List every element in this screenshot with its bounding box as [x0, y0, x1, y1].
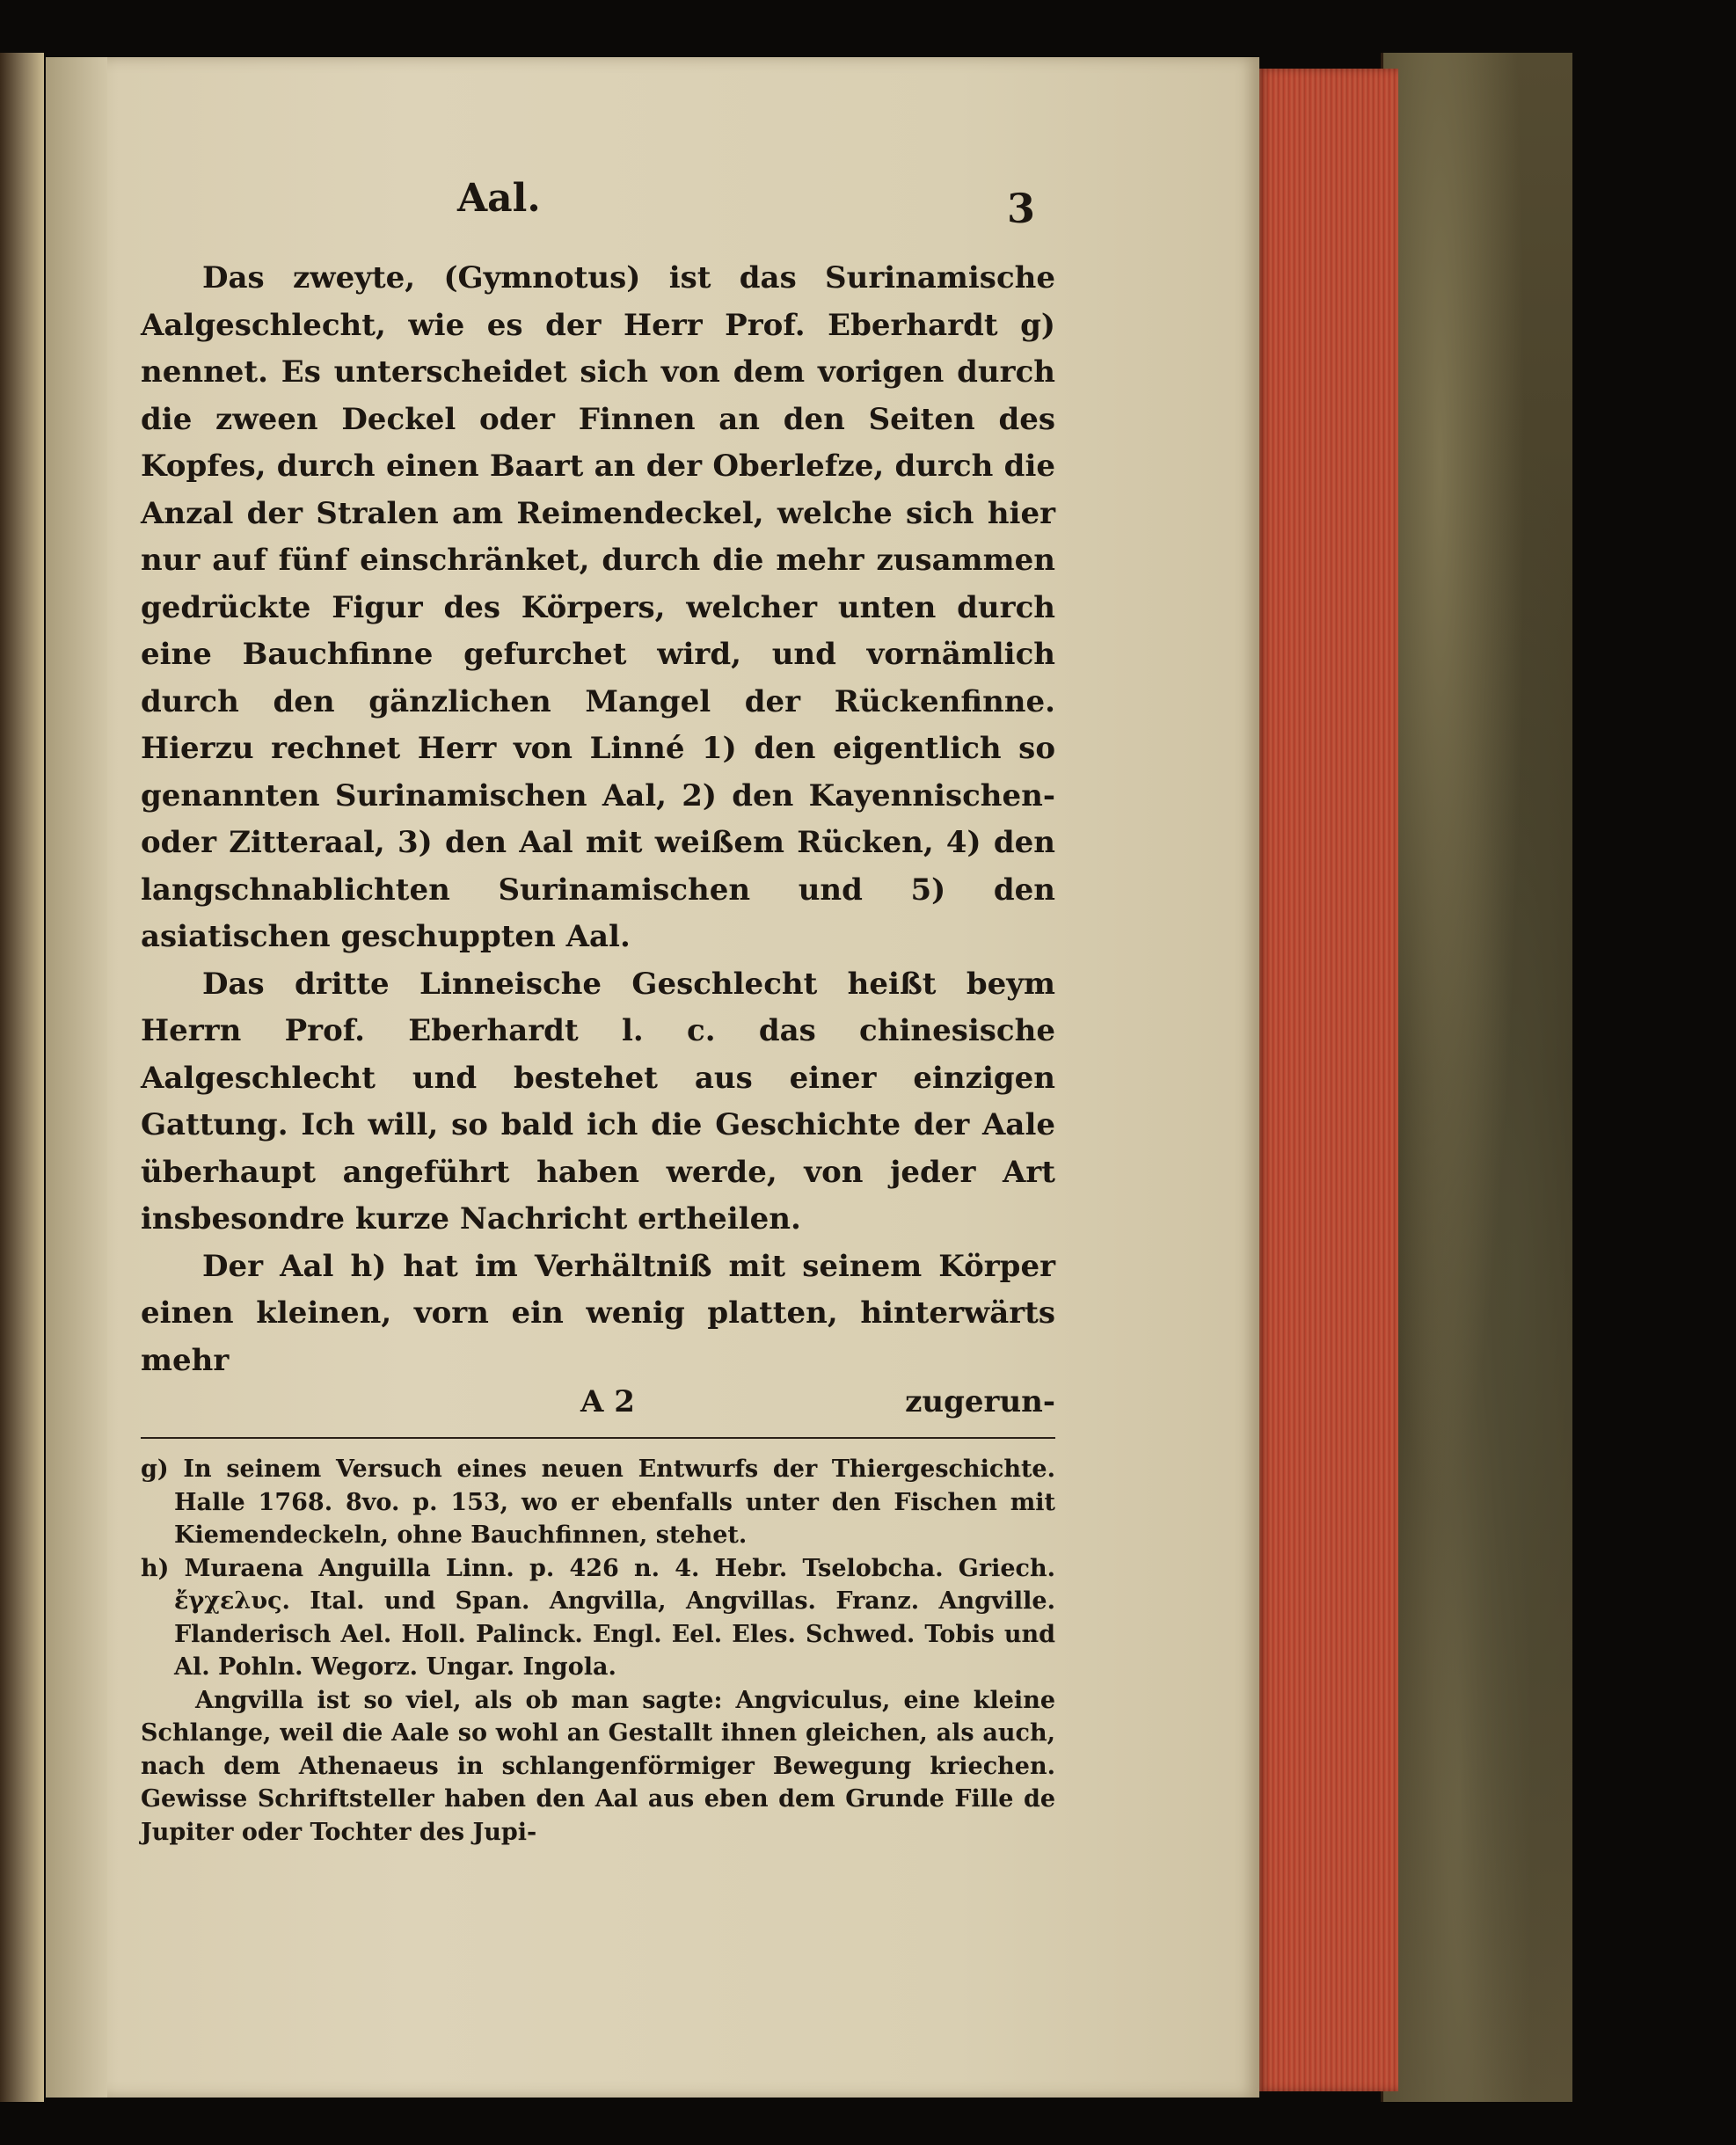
signature-line: [141, 1384, 1055, 1432]
footnote: h) Muraena Anguilla Linn. p. 426 n. 4. Hebr. Tselobcha. Griech. ἔγχελυς. Ital. und Span. Angvilla, Angvillas. Franz. Angville. Flanderisch Ael. Holl. Palinck. Engl. Eel. Eles. Schwed. Tobis und Al. Pohln. Wegorz. Ungar. Ingola.: [141, 1554, 1055, 1681]
footnotes: [141, 1453, 1055, 1849]
page-number: 3: [1007, 185, 1036, 232]
body-text: [141, 255, 1055, 1384]
page-text-area: [141, 176, 1055, 1849]
footnote-rule: [141, 1437, 1055, 1439]
page-edges: [1258, 69, 1398, 2091]
paragraph: Das zweyte, (Gymnotus) ist das Surinamische Aalgeschlecht, wie es der Herr Prof. Eberhardt g) nennet. Es unterscheidet sich von dem vorigen durch die zween Deckel oder Finnen an den Seiten des Kopfes, durch einen Baart an der Oberlefze, durch die Anzal der Stralen am Reimendeckel, welche sich hier nur auf fünf einschränket, durch die mehr zusammen gedrückte Figur des Körpers, welcher unten durch eine Bauchfinne gefurchet wird, und vornämlich durch den gänzlichen Mangel der Rückenfinne. Hierzu rechnet Herr von Linné 1) den eigentlich so genannten Surinamischen Aal, 2) den Kayennischen- oder Zitteraal, 3) den Aal mit weißem Rücken, 4) den langschnablichten Surinamischen und 5) den asiatischen geschuppten Aal.: [141, 260, 1055, 954]
paragraph: Der Aal h) hat im Verhältniß mit seinem Körper einen kleinen, vorn ein wenig platten, hinterwärts mehr: [141, 1248, 1055, 1378]
footnote: g) In seinem Versuch eines neuen Entwurfs der Thiergeschichte. Halle 1768. 8vo. p. 153, wo er ebenfalls unter den Fischen mit Kiemendeckeln, ohne Bauchfinnen, stehet.: [141, 1456, 1055, 1549]
book-cover-right: [1381, 53, 1572, 2102]
running-head: Aal.: [457, 176, 541, 221]
catchword: zugerun-: [905, 1384, 1055, 1419]
signature-mark: A 2: [580, 1384, 635, 1419]
book-edge-left: [0, 53, 44, 2102]
paragraph: Das dritte Linneische Geschlecht heißt beym Herrn Prof. Eberhardt l. c. das chinesische Aalgeschlecht und bestehet aus einer einzigen Gattung. Ich will, so bald ich die Geschichte der Aale überhaupt angeführt haben werde, von jeder Art insbesondre kurze Nachricht ertheilen.: [141, 966, 1055, 1237]
page-header: [141, 176, 1055, 255]
previous-page-edge: [46, 57, 107, 2098]
footnote: Angvilla ist so viel, als ob man sagte: Angviculus, eine kleine Schlange, weil die Aale so wohl an Gestallt ihnen gleichen, als auch, nach dem Athenaeus in schlangenförmiger Bewegung kriechen. Gewisse Schriftsteller haben den Aal aus eben dem Grunde Fille de Jupiter oder Tochter des Jupi-: [141, 1686, 1055, 1846]
